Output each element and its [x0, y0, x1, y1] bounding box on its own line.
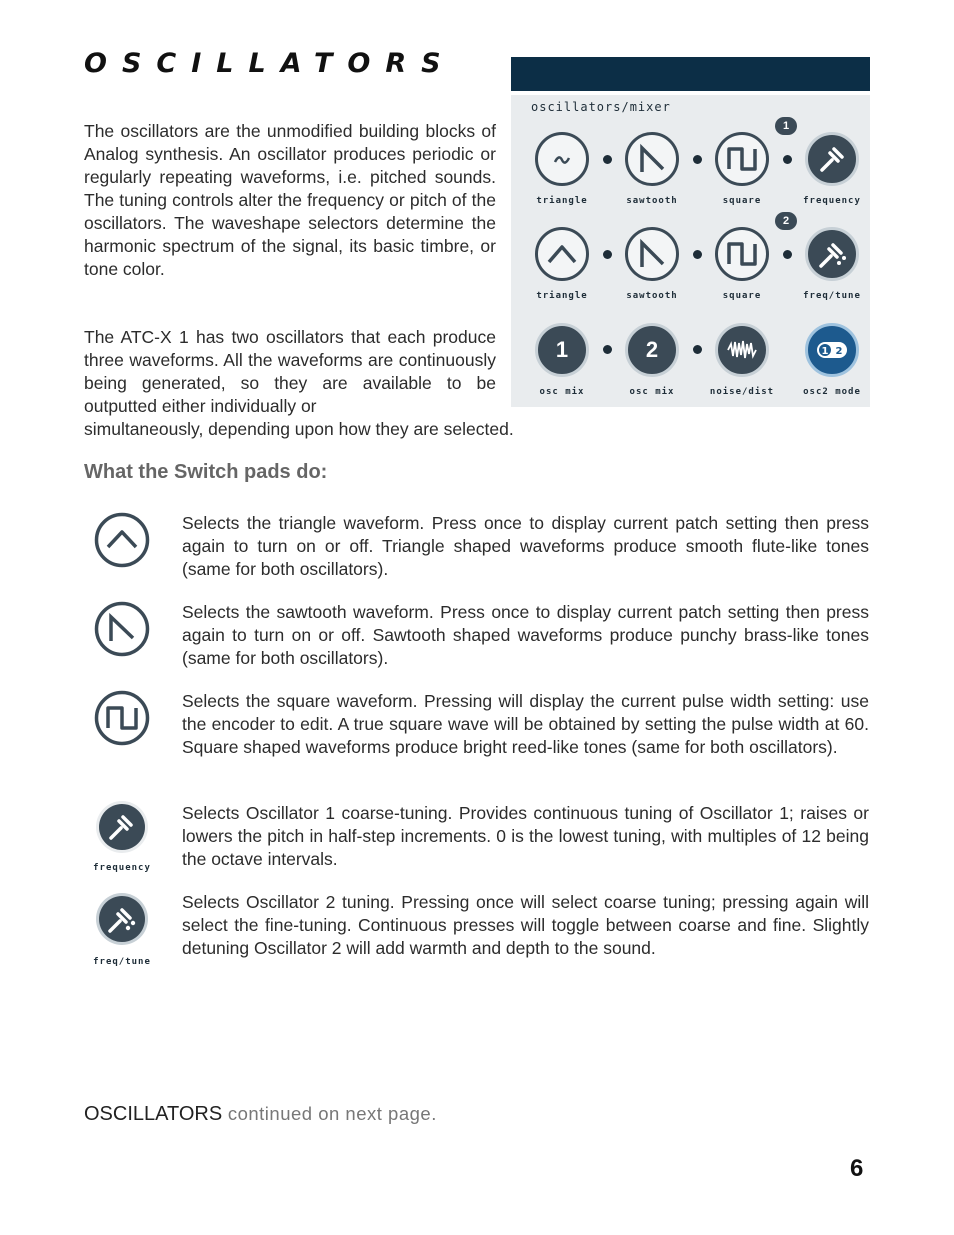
panel-label: triangle [536, 291, 588, 301]
freq-tune-description: Selects Oscillator 2 tuning. Pressing once will select coarse tuning; pressing again will select the fine-tuning. Continuous presses will toggle between coarse and fine. Slightly detuning Oscillator 2 will add warmth and depth to the sound. [182, 892, 869, 958]
footer-section-name: OSCILLATORS [84, 1103, 223, 1125]
led-dot [603, 250, 612, 259]
second-paragraph-last-line: simultaneously, depending upon how they are selected. [84, 419, 514, 439]
sawtooth-description: Selects the sawtooth waveform. Press once to display current patch setting then press again to turn on or off. Sawtooth shaped waveforms produce punchy brass-like tones (same for both oscillators). [182, 602, 869, 668]
noise-dist-pad[interactable] [715, 323, 769, 377]
panel-label: osc mix [539, 387, 585, 397]
sawtooth-wave-icon [94, 601, 150, 657]
frequency-label: frequency [93, 863, 151, 873]
oscillators-mixer-panel [511, 95, 870, 407]
intro-paragraph: The oscillators are the unmodified building blocks of Analog synthesis. An oscillator produces periodic or regularly repeating waveforms, i.e. pitched sounds. The tuning controls alter the frequency or pitch of the oscillators. The waveshape selectors determine the harmonic spectrum of the signal, its basic timbre, or tone color. [84, 121, 496, 279]
tuning-fork-fine-icon [808, 230, 856, 278]
noise-wave-icon [718, 326, 766, 374]
triangle-description: Selects the triangle waveform. Press once to display current patch setting then press again to turn on or off. Triangle shaped waveforms produce smooth flute-like tones (same for both oscillators). [182, 513, 869, 579]
led-dot [603, 155, 612, 164]
panel-label: osc mix [629, 387, 675, 397]
panel-label: freq/tune [803, 291, 861, 301]
osc1-triangle-pad[interactable] [535, 132, 589, 186]
square-description: Selects the square waveform. Pressing will display the current pulse width setting: use the encoder to edit. A true square wave will be obtained by setting the pulse width at 60. Square shaped waveforms produce bright reed-like tones (same for both oscillators). [182, 691, 869, 757]
panel-label: frequency [803, 196, 861, 206]
tuning-fork-fine-icon [94, 891, 150, 947]
osc1-sawtooth-pad[interactable] [625, 132, 679, 186]
osc-1-number: 1 [555, 337, 569, 362]
page-number: 6 [850, 1155, 864, 1182]
led-dot [693, 155, 702, 164]
square-wave-icon [718, 135, 766, 183]
osc1-square-pad[interactable] [715, 132, 769, 186]
panel-label: sawtooth [626, 196, 678, 206]
osc2-freq-tune-pad[interactable] [805, 227, 859, 281]
osc1-mix-pad[interactable] [535, 323, 589, 377]
square-wave-icon [94, 690, 150, 746]
triangle-wave-icon [94, 512, 150, 568]
continued-note [84, 1103, 437, 1126]
oscillator-2-badge: 2 [775, 212, 797, 230]
section-subheading: What the Switch pads do: [84, 461, 328, 483]
osc2-mode-pad[interactable] [805, 323, 859, 377]
panel-label: square [722, 291, 762, 301]
oscillator-1-badge: 1 [775, 117, 797, 135]
panel-label: triangle [536, 196, 588, 206]
panel-label: osc2 mode [803, 387, 861, 397]
svg-text:2: 2 [835, 346, 843, 357]
osc2-mix-pad[interactable] [625, 323, 679, 377]
sine-wave-icon [538, 135, 586, 183]
frequency-description: Selects Oscillator 1 coarse-tuning. Provides continuous tuning of Oscillator 1; raises or lowers the pitch in half-step increments. 0 is the lowest tuning, with multiples of 12 being the octave intervals. [182, 803, 869, 869]
osc2-mode-toggle-icon [808, 326, 856, 374]
osc2-square-pad[interactable] [715, 227, 769, 281]
sawtooth-wave-icon [628, 135, 676, 183]
led-dot [783, 155, 792, 164]
panel-label: noise/dist [709, 387, 775, 397]
led-dot [783, 250, 792, 259]
panel-title: oscillators/mixer [531, 100, 671, 114]
led-dot [693, 345, 702, 354]
panel-label: square [722, 196, 762, 206]
tuning-fork-icon [808, 135, 856, 183]
footer-continued-text: continued on next page. [222, 1103, 437, 1124]
panel-header-bar [511, 57, 870, 91]
freq-tune-label: freq/tune [93, 957, 151, 967]
page-title: OSCILLATORS [84, 48, 456, 79]
osc1-frequency-pad[interactable] [805, 132, 859, 186]
second-paragraph: The ATC-X 1 has two oscillators that each produce three waveforms. All the waveforms are continuously being generated, so they are available to be outputted either individually or [84, 327, 496, 416]
panel-label: sawtooth [626, 291, 678, 301]
osc2-sawtooth-pad[interactable] [625, 227, 679, 281]
svg-text:1: 1 [821, 346, 829, 357]
osc-2-number: 2 [645, 337, 659, 362]
square-wave-icon [718, 230, 766, 278]
osc2-triangle-pad[interactable] [535, 227, 589, 281]
sawtooth-wave-icon [628, 230, 676, 278]
led-dot [693, 250, 702, 259]
tuning-fork-icon [94, 799, 150, 855]
led-dot [603, 345, 612, 354]
triangle-wave-icon [538, 230, 586, 278]
